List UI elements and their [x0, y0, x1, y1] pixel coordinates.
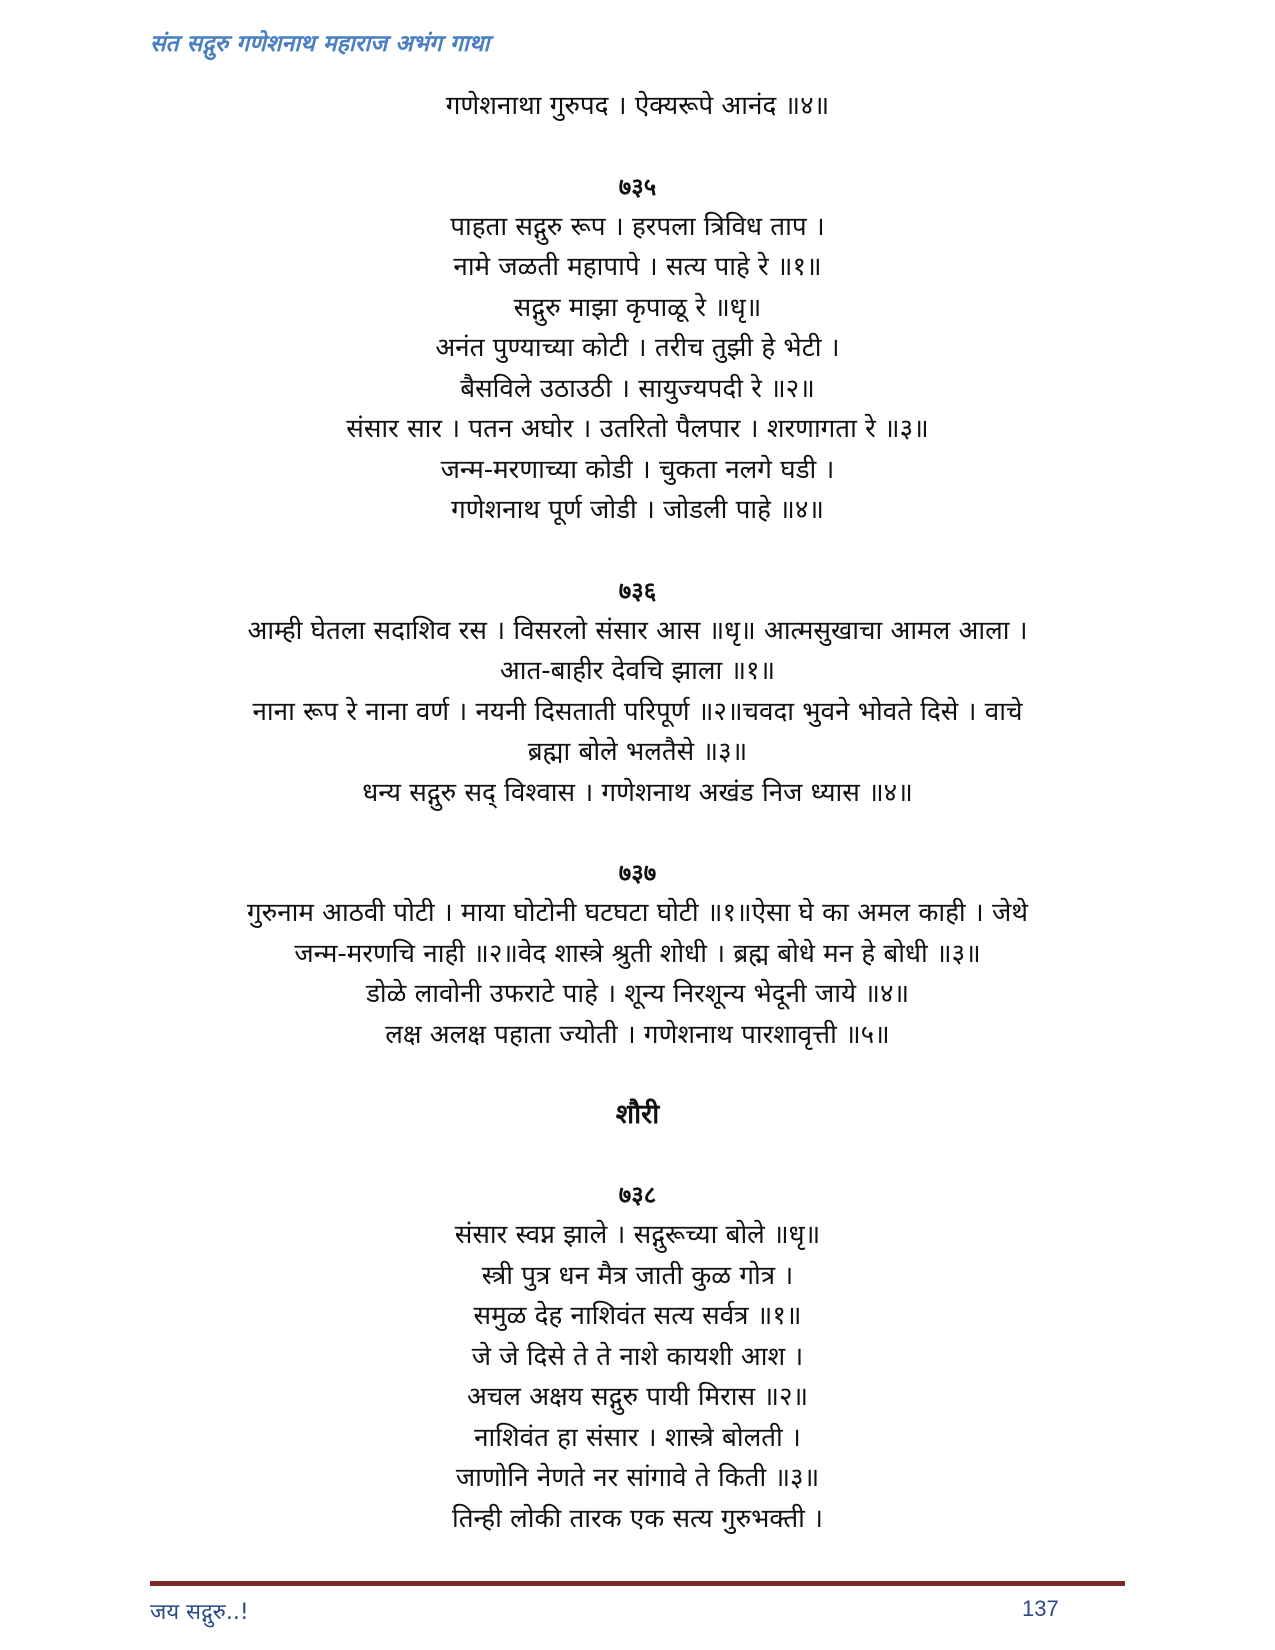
verse-line: डोळे लावोनी उफराटे पाहे । शून्य निरशून्य भेदूनी जाये ॥४॥ — [365, 979, 910, 1009]
verse-line: संसार स्वप्न झाले । सद्गुरूच्या बोले ॥धृ॥ — [454, 1220, 821, 1250]
page-number: 137 — [1022, 1596, 1059, 1621]
verse-line: सद्गुरु माझा कृपाळू रे ॥धृ॥ — [513, 292, 762, 323]
verse-line: जन्म-मरणाच्या कोडी । चुकता नलगे घडी । — [440, 454, 835, 485]
abhang-number: ७३८ — [618, 1181, 657, 1209]
verse-line: संसार सार । पतन अघोर । उतरितो पैलपार । शरणागता रे ॥३॥ — [346, 414, 929, 444]
verse-line: अचल अक्षय सद्गुरु पायी मिरास ॥२॥ — [466, 1382, 809, 1412]
verse-line: ब्रह्मा बोले भलतैसे ॥३॥ — [527, 737, 748, 767]
verse-line: अनंत पुण्याच्या कोटी । तरीच तुझी हे भेटी । — [435, 333, 840, 363]
verse-line: जन्म-मरणचि नाही ॥२॥वेद शास्त्रे श्रुती शोधी । ब्रह्म बोधे मन हे बोधी ॥३॥ — [294, 938, 981, 969]
verse-line: लक्ष अलक्ष पहाता ज्योती । गणेशनाथ पारशावृत्ती ॥५॥ — [385, 1019, 890, 1050]
section-heading: शौरी — [615, 1099, 660, 1130]
verse-line: गणेशनाथा गुरुपद । ऐक्यरूपे आनंद ॥४॥ — [445, 91, 830, 121]
verse-line: पाहता सद्गुरु रूप । हरपला त्रिविध ताप । — [450, 211, 825, 242]
abhang-number: ७३५ — [618, 172, 657, 201]
abhang-number: ७३७ — [618, 859, 657, 887]
verse-line: नाशिवंत हा संसार । शास्त्रे बोलती । — [474, 1422, 801, 1453]
verse-line: आत-बाहीर देवचि झाला ॥१॥ — [499, 656, 776, 686]
verse-line: धन्य सद्गुरु सद् विश्वास । गणेशनाथ अखंड निज ध्यास ॥४॥ — [362, 777, 913, 808]
book-title-header: संत सद्गुरु गणेशनाथ महाराज अभंग गाथा — [150, 31, 490, 57]
verse-line: जे जे दिसे ते ते नाशे कायशी आश । — [471, 1341, 804, 1372]
verse-line: स्त्री पुत्र धन मैत्र जाती कुळ गोत्र । — [481, 1260, 794, 1291]
verse-line: नाना रूप रे नाना वर्ण । नयनी दिसताती परिपूर्ण ॥२॥चवदा भुवने भोवते दिसे । वाचे — [252, 696, 1023, 727]
verse-line: गणेशनाथ पूर्ण जोडी । जोडली पाहे ॥४॥ — [451, 495, 824, 525]
footer-salutation: जय सद्गुरु..! — [150, 1600, 249, 1625]
verse-line: आम्ही घेतला सदाशिव रस । विसरलो संसार आस ॥धृ॥ आत्मसुखाचा आमल आला । — [247, 615, 1028, 646]
page-body — [160, 86, 1115, 1539]
verse-line: समुळ देह नाशिवंत सत्य सर्वत्र ॥१॥ — [473, 1301, 802, 1331]
abhang-number: ७३६ — [618, 576, 657, 605]
verse-line: नामे जळती महापापे । सत्य पाहे रे ॥१॥ — [453, 252, 822, 282]
verse-line: गुरुनाम आठवी पोटी । माया घोटोनी घटघटा घोटी ॥१॥ऐसा घे का अमल काही । जेथे — [247, 898, 1028, 928]
verse-line: तिन्ही लोकी तारक एक सत्य गुरुभक्ती । — [451, 1503, 824, 1534]
footer-divider — [150, 1581, 1125, 1586]
verse-line: बैसविले उठाउठी । सायुज्यपदी रे ॥२॥ — [460, 373, 815, 404]
verse-line: जाणोनि नेणते नर सांगावे ते किती ॥३॥ — [455, 1463, 820, 1493]
